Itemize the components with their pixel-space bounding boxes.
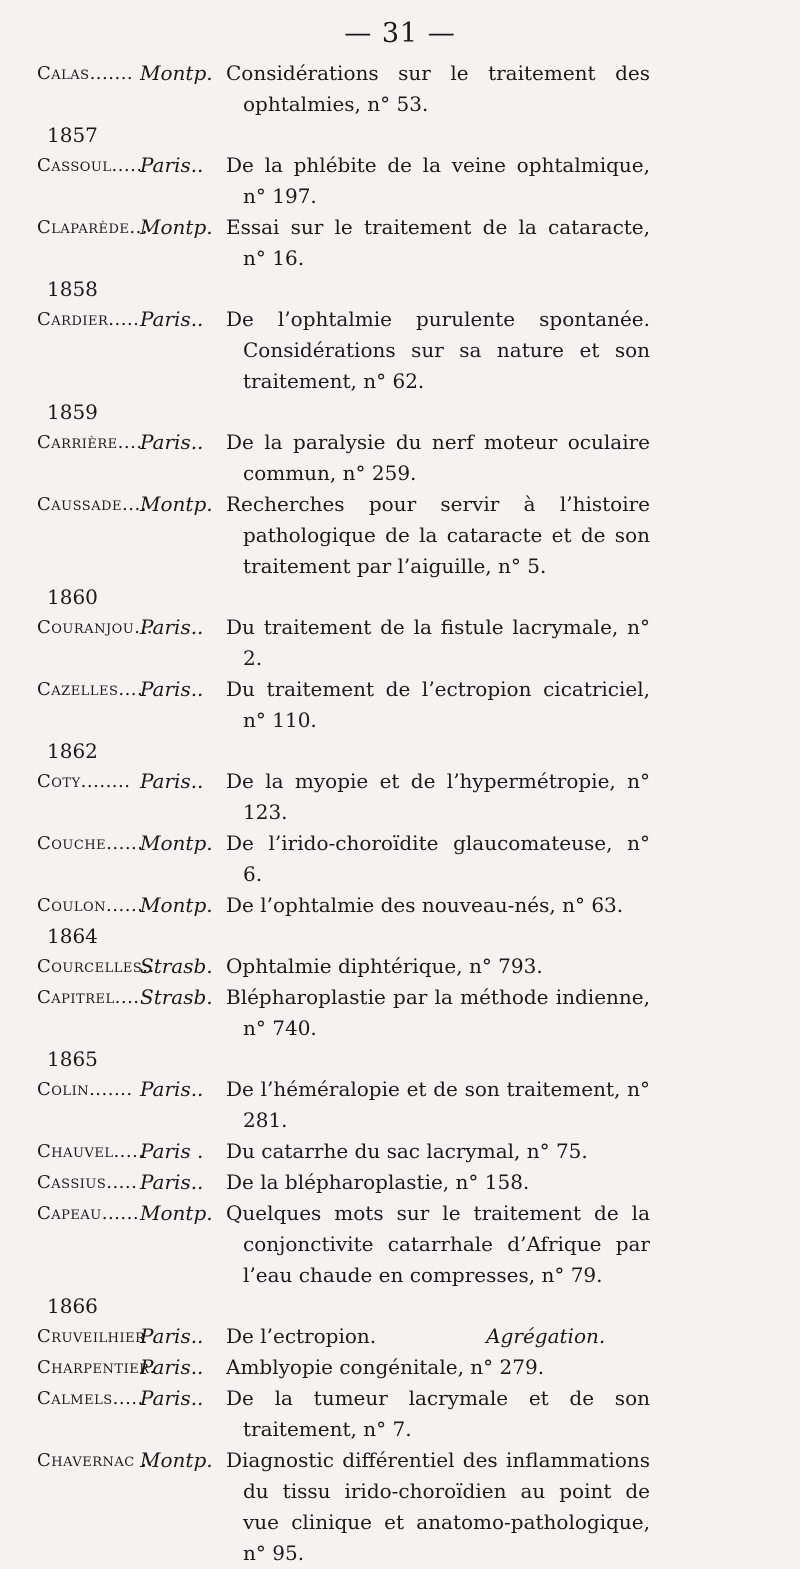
author-name: Cazelles.... bbox=[37, 679, 144, 700]
author-name: Calas....... bbox=[37, 63, 134, 84]
thesis-title bbox=[226, 489, 650, 582]
author-name: Cardier..... bbox=[37, 309, 140, 330]
thesis-title-text: Quelques mots sur le traitement de la conjonctivite catarrhale d’Afrique par l’eau chaude en compresses, n° 79. bbox=[226, 1201, 650, 1287]
thesis-entry bbox=[0, 1321, 800, 1352]
thesis-title bbox=[226, 951, 650, 982]
author-name: Claparède... bbox=[37, 217, 149, 238]
faculty-city: Paris.. bbox=[140, 1324, 204, 1348]
author-name: Cruveilhier . bbox=[37, 1326, 158, 1347]
thesis-title-text: Essai sur le traitement de la cataracte, n° 16. bbox=[226, 215, 650, 270]
faculty-city: Paris.. bbox=[140, 677, 204, 701]
thesis-title bbox=[226, 612, 650, 674]
faculty-city: Paris.. bbox=[140, 1355, 204, 1379]
faculty-city: Montp. bbox=[140, 831, 213, 855]
thesis-title-text: De la paralysie du nerf moteur oculaire commun, n° 259. bbox=[226, 430, 650, 485]
year-heading: 1857 bbox=[47, 123, 98, 147]
faculty-city: Paris.. bbox=[140, 769, 204, 793]
thesis-title-text: Considérations sur le traitement des ophtalmies, n° 53. bbox=[226, 61, 650, 116]
thesis-title bbox=[226, 1383, 650, 1445]
thesis-title bbox=[226, 890, 650, 921]
faculty-city: Montp. bbox=[140, 61, 213, 85]
thesis-entry bbox=[0, 1383, 800, 1445]
author-name: Cassius..... bbox=[37, 1172, 138, 1193]
thesis-title-text: Du catarrhe du sac lacrymal, n° 75. bbox=[226, 1139, 588, 1163]
author-name: Capitrel.... bbox=[37, 987, 140, 1008]
thesis-entry bbox=[0, 951, 800, 982]
author-name: Coty........ bbox=[37, 771, 131, 792]
thesis-entry bbox=[0, 1198, 800, 1291]
thesis-title bbox=[226, 58, 650, 120]
faculty-city: Montp. bbox=[140, 893, 213, 917]
faculty-city: Paris.. bbox=[140, 430, 204, 454]
thesis-title bbox=[226, 982, 650, 1044]
thesis-title-text: Ophtalmie diphtérique, n° 793. bbox=[226, 954, 543, 978]
thesis-title bbox=[226, 1167, 650, 1198]
author-name: Carrière.... bbox=[37, 432, 143, 453]
thesis-entry bbox=[0, 58, 800, 120]
year-heading: 1864 bbox=[47, 924, 98, 948]
thesis-entry bbox=[0, 890, 800, 921]
thesis-entry bbox=[0, 489, 800, 582]
thesis-title bbox=[226, 304, 650, 397]
thesis-title bbox=[226, 212, 650, 274]
thesis-title-text: De l’irido-choroïdite glaucomateuse, n° 6. bbox=[226, 831, 650, 886]
thesis-entry bbox=[0, 1136, 800, 1167]
thesis-entry bbox=[0, 766, 800, 828]
thesis-title bbox=[226, 1445, 650, 1569]
thesis-title-text: De l’ectropion. bbox=[226, 1324, 377, 1348]
year-heading: 1859 bbox=[47, 400, 98, 424]
year-heading: 1866 bbox=[47, 1294, 98, 1318]
author-name: Coulon...... bbox=[37, 895, 144, 916]
faculty-city: Montp. bbox=[140, 1201, 213, 1225]
faculty-city: Paris.. bbox=[140, 153, 204, 177]
year-heading: 1860 bbox=[47, 585, 98, 609]
author-name: Calmels..... bbox=[37, 1388, 144, 1409]
thesis-title bbox=[226, 1321, 650, 1352]
page-number: — 31 — bbox=[344, 18, 456, 49]
thesis-title bbox=[226, 1198, 650, 1291]
faculty-city: Paris.. bbox=[140, 1170, 204, 1194]
thesis-title bbox=[226, 150, 650, 212]
thesis-title-text: De l’ophtalmie purulente spontanée. Considérations sur sa nature et son traitement, n° 62. bbox=[226, 307, 650, 393]
author-name: Courcelles.. bbox=[37, 956, 155, 977]
thesis-title-text: De l’ophtalmie des nouveau-nés, n° 63. bbox=[226, 893, 624, 917]
thesis-entry bbox=[0, 212, 800, 274]
author-name: Colin....... bbox=[37, 1079, 133, 1100]
thesis-entry bbox=[0, 1167, 800, 1198]
author-name: Caussade.... bbox=[37, 494, 147, 515]
author-name: Cassoul..... bbox=[37, 155, 143, 176]
faculty-city: Paris.. bbox=[140, 1077, 204, 1101]
thesis-title bbox=[226, 828, 650, 890]
faculty-city: Montp. bbox=[140, 492, 213, 516]
thesis-list bbox=[0, 58, 800, 1569]
thesis-title-text: Amblyopie congénitale, n° 279. bbox=[226, 1355, 545, 1379]
thesis-entry bbox=[0, 612, 800, 674]
author-name: Couranjou... bbox=[37, 617, 153, 638]
thesis-title-text: Du traitement de l’ectropion cicatriciel, n° 110. bbox=[226, 677, 650, 732]
author-name: Capeau...... bbox=[37, 1203, 140, 1224]
year-heading: 1858 bbox=[47, 277, 98, 301]
thesis-entry bbox=[0, 427, 800, 489]
faculty-city: Montp. bbox=[140, 215, 213, 239]
thesis-title-text: De la phlébite de la veine ophtalmique, n° 197. bbox=[226, 153, 650, 208]
thesis-title bbox=[226, 427, 650, 489]
faculty-city: Paris.. bbox=[140, 1386, 204, 1410]
faculty-city: Strasb. bbox=[140, 985, 213, 1009]
thesis-entry bbox=[0, 828, 800, 890]
author-name: Chavernac .. bbox=[37, 1450, 154, 1471]
thesis-title-text: Blépharoplastie par la méthode indienne, n° 740. bbox=[226, 985, 650, 1040]
thesis-entry bbox=[0, 1352, 800, 1383]
thesis-title-text: Du traitement de la fistule lacrymale, n° 2. bbox=[226, 615, 650, 670]
thesis-title bbox=[226, 1136, 650, 1167]
faculty-city: Strasb. bbox=[140, 954, 213, 978]
thesis-entry bbox=[0, 304, 800, 397]
thesis-title bbox=[226, 1352, 650, 1383]
thesis-entry bbox=[0, 150, 800, 212]
thesis-title bbox=[226, 674, 650, 736]
faculty-city: Paris . bbox=[140, 1139, 204, 1163]
thesis-title bbox=[226, 1074, 650, 1136]
thesis-entry bbox=[0, 674, 800, 736]
thesis-title bbox=[226, 766, 650, 828]
thesis-title-text: De la myopie et de l’hypermétropie, n° 123. bbox=[226, 769, 650, 824]
year-heading: 1862 bbox=[47, 739, 98, 763]
thesis-title-text: Diagnostic différentiel des inflammations du tissu irido-choroïdien au point de vue clinique et anatomo-pathologique, n° 95. bbox=[226, 1448, 650, 1565]
thesis-title-text: De la tumeur lacrymale et de son traitement, n° 7. bbox=[226, 1386, 650, 1441]
author-name: Couche...... bbox=[37, 833, 144, 854]
thesis-title-text: Recherches pour servir à l’histoire pathologique de la cataracte et de son traitement par l’aiguille, n° 5. bbox=[226, 492, 650, 578]
thesis-title-text: De l’héméralopie et de son traitement, n° 281. bbox=[226, 1077, 650, 1132]
year-heading: 1865 bbox=[47, 1047, 98, 1071]
thesis-entry bbox=[0, 1074, 800, 1136]
faculty-city: Paris.. bbox=[140, 307, 204, 331]
author-name: Chauvel..... bbox=[37, 1141, 145, 1162]
thesis-entry bbox=[0, 982, 800, 1044]
thesis-title-text: De la blépharoplastie, n° 158. bbox=[226, 1170, 530, 1194]
faculty-city: Paris.. bbox=[140, 615, 204, 639]
thesis-entry bbox=[0, 1445, 800, 1569]
author-name: Charpentier. bbox=[37, 1357, 156, 1378]
thesis-note: Agrégation. bbox=[486, 1324, 606, 1348]
faculty-city: Montp. bbox=[140, 1448, 213, 1472]
